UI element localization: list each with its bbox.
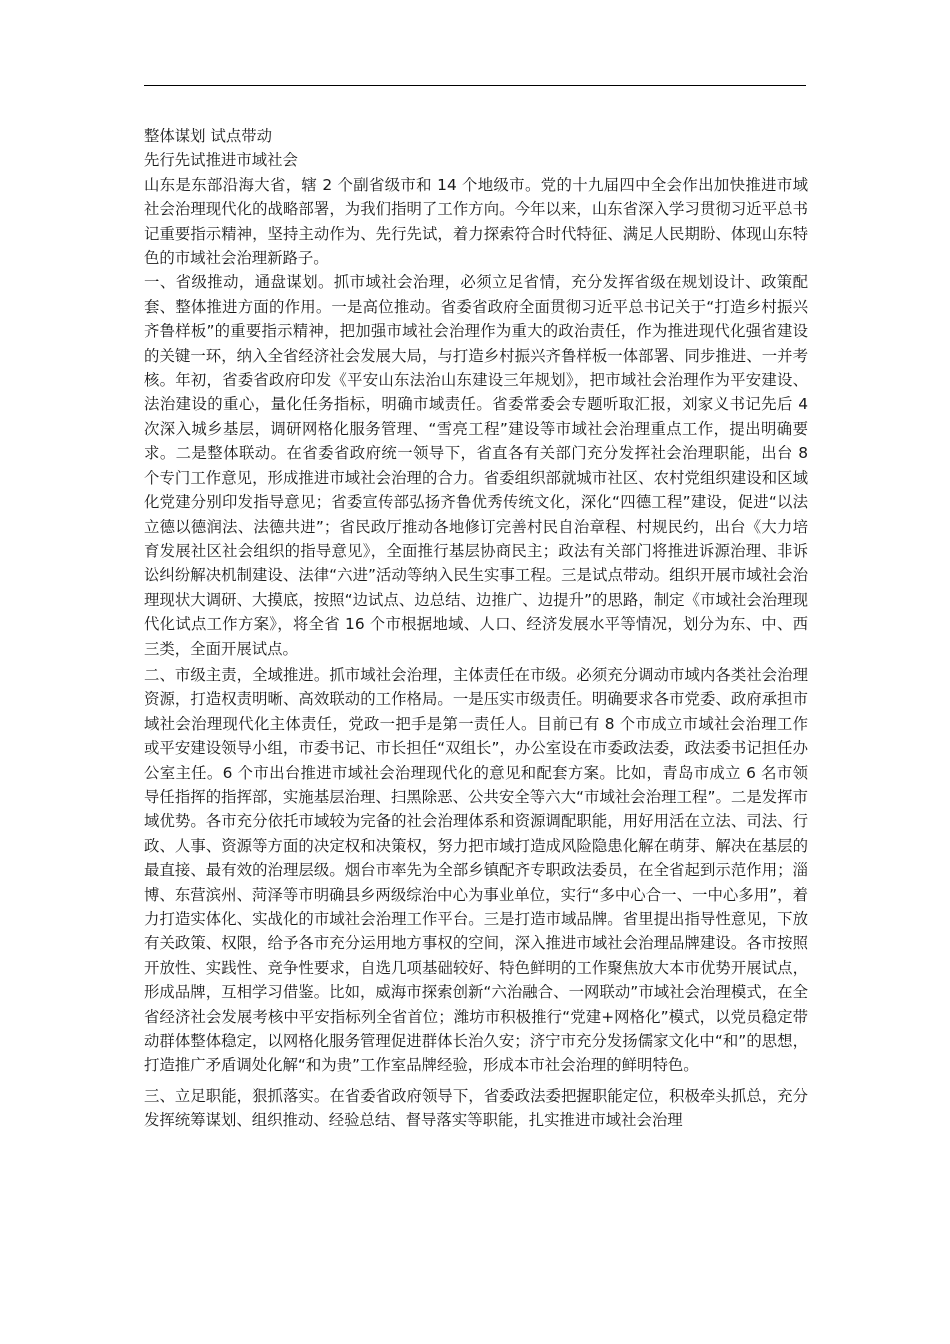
header-rule bbox=[144, 85, 806, 86]
paragraph-section-2: 二、市级主责，全域推进。抓市域社会治理，主体责任在市级。必须充分调动市域内各类社会治理资源，打造权责明晰、高效联动的工作格局。一是压实市级责任。明确要求各市党委、政府承担市域社会治理现代化主体责任，党政一把手是第一责任人。目前已有 8 个市成立市域社会治理工作或平安建设领导小组，市委书记、市长担任“双组长”，办公室设在市委政法委，政法委书记担任办公室主任。6 个市出台推进市域社会治理现代化的意见和配套方案。比如，青岛市成立 6 名市领导任指挥的指挥部，实施基层治理、扫黑除恶、公共安全等六大“市域社会治理工程”。二是发挥市域优势。各市充分依托市域较为完备的社会治理体系和资源调配职能，用好用活在立法、司法、行政、人事、资源等方面的决定权和决策权，努力把市域打造成风险隐患化解在萌芽、解决在基层的最直接、最有效的治理层级。烟台市率先为全部乡镇配齐专职政法委员，在全省起到示范作用；淄博、东营滨州、菏泽等市明确县乡两级综治中心为事业单位，实行“多中心合一、一中心多用”，着力打造实体化、实战化的市域社会治理工作平台。三是打造市域品牌。省里提出指导性意见，下放有关政策、权限，给予各市充分运用地方事权的空间，深入推进市域社会治理品牌建设。各市按照开放性、实践性、竞争性要求，自选几项基础较好、特色鲜明的工作聚焦放大本市优势开展试点，形成品牌，互相学习借鉴。比如，威海市探索创新“六治融合、一网联动”市域社会治理模式，在全省经济社会发展考核中平安指标列全省首位；潍坊市积极推行“党建+网格化”模式，以党员稳定带动群体整体稳定，以网格化服务管理促进群体长治久安；济宁市充分发扬儒家文化中“和”的思想，打造推广矛盾调处化解“和为贵”工作室品牌经验，形成本市社会治理的鲜明特色。 bbox=[144, 665, 808, 1075]
document-subtitle: 先行先试推进市域社会 bbox=[144, 151, 298, 170]
paragraph-section-3: 三、立足职能，狠抓落实。在省委省政府领导下，省委政法委把握职能定位，积极牵头抓总，充分发挥统筹谋划、组织推动、经验总结、督导落实等职能，扎实推进市域社会治理 bbox=[144, 1086, 808, 1130]
paragraph-section-1: 一、省级推动，通盘谋划。抓市域社会治理，必须立足省情，充分发挥省级在规划设计、政策配套、整体推进方面的作用。一是高位推动。省委省政府全面贯彻习近平总书记关于“打造乡村振兴齐鲁样板”的重要指示精神，把加强市域社会治理作为重大的政治责任，作为推进现代化强省建设的关键一环，纳入全省经济社会发展大局，与打造乡村振兴齐鲁样板一体部署、同步推进、一并考核。年初，省委省政府印发《平安山东法治山东建设三年规划》，把市域社会治理作为平安建设、法治建设的重心，量化任务指标，明确市域责任。省委常委会专题听取汇报，刘家义书记先后 4 次深入城乡基层，调研网格化服务管理、“雪亮工程”建设等市域社会治理重点工作，提出明确要求。二是整体联动。在省委省政府统一领导下，省直各有关部门充分发挥社会治理职能，出台 8 个专门工作意见，形成推进市域社会治理的合力。省委组织部就城市社区、农村党组织建设和区域化党建分别印发指导意见；省委宣传部弘扬齐鲁优秀传统文化，深化“四德工程”建设，促进“以法立德以德润法、法德共进”；省民政厅推动各地修订完善村民自治章程、村规民约，出台《大力培育发展社区社会组织的指导意见》，全面推行基层协商民主；政法有关部门将推进诉源治理、非诉讼纠纷解决机制建设、法律“六进”活动等纳入民生实事工程。三是试点带动。组织开展市域社会治理现状大调研、大摸底，按照“边试点、边总结、边推广、边提升”的思路，制定《市域社会治理现代化试点工作方案》，将全省 16 个市根据地域、人口、经济发展水平等情况，划分为东、中、西三类，全面开展试点。 bbox=[144, 273, 808, 658]
document-body bbox=[144, 124, 808, 1133]
paragraph-intro: 山东是东部沿海大省，辖 2 个副省级市和 14 个地级市。党的十九届四中全会作出加快推进市域社会治理现代化的战略部署，为我们指明了工作方向。今年以来，山东省深入学习贯彻习近平总书记重要指示精神，坚持主动作为、先行先试，着力探索符合时代特征、满足人民期盼、体现山东特色的市域社会治理新路子。 bbox=[144, 175, 808, 268]
document-title: 整体谋划 试点带动 bbox=[144, 127, 273, 145]
